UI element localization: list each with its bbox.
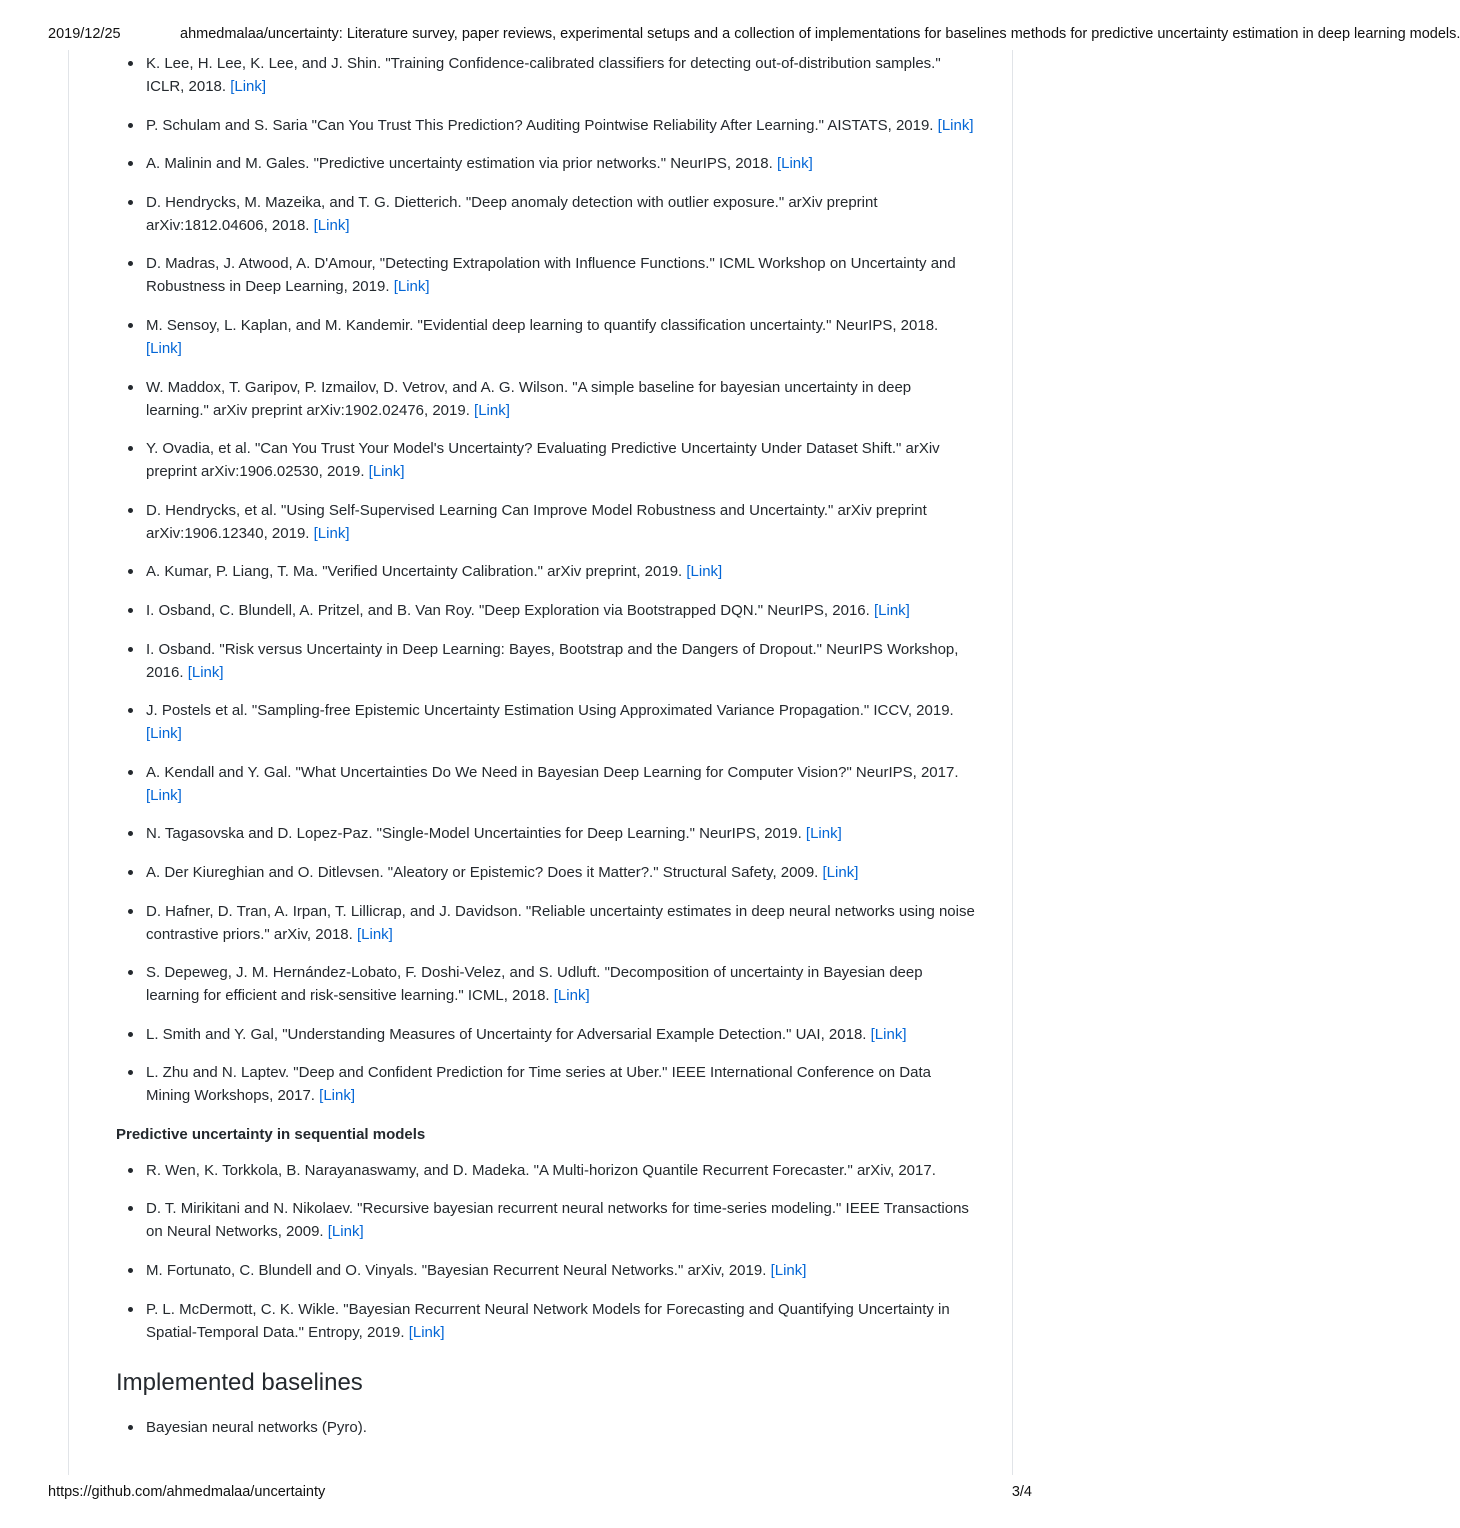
reference-link[interactable]: [Link] bbox=[313, 524, 350, 542]
reference-item bbox=[116, 314, 976, 360]
reference-text: I. Osband. "Risk versus Uncertainty in Deep Learning: Bayes, Bootstrap and the Dangers of Dropout." NeurIPS Workshop, 2016. bbox=[146, 640, 959, 681]
print-url: https://github.com/ahmedmalaa/uncertainty bbox=[48, 1484, 326, 1500]
reference-item bbox=[116, 152, 976, 175]
reference-text: N. Tagasovska and D. Lopez-Paz. "Single-Model Uncertainties for Deep Learning." NeurIPS, 2019. bbox=[146, 825, 802, 843]
reference-link[interactable]: [Link] bbox=[686, 563, 723, 581]
reference-item bbox=[116, 822, 976, 845]
print-header bbox=[48, 26, 1460, 46]
reference-item bbox=[116, 1159, 976, 1182]
page-number: 3/4 bbox=[1011, 1484, 1032, 1500]
reference-text: Y. Ovadia, et al. "Can You Trust Your Model's Uncertainty? Evaluating Predictive Uncertainty Under Dataset Shift." arXiv preprint arXiv:1906.02530, 2019. bbox=[146, 440, 940, 481]
reference-text: M. Fortunato, C. Blundell and O. Vinyals. "Bayesian Recurrent Neural Networks." arXiv, 2019. bbox=[146, 1262, 767, 1280]
reference-link[interactable]: [Link] bbox=[146, 786, 182, 804]
reference-text: W. Maddox, T. Garipov, P. Izmailov, D. Vetrov, and A. G. Wilson. "A simple baseline for bayesian uncertainty in deep learning." arXiv preprint arXiv:1902.02476, 2019. bbox=[146, 378, 912, 419]
baseline-list bbox=[116, 1416, 976, 1439]
reference-item bbox=[116, 191, 976, 237]
reference-item bbox=[116, 1197, 976, 1243]
reference-text: R. Wen, K. Torkkola, B. Narayanaswamy, and D. Madeka. "A Multi-horizon Quantile Recurrent Forecaster." arXiv, 2017. bbox=[146, 1161, 936, 1179]
reference-link[interactable]: [Link] bbox=[408, 1323, 445, 1341]
reference-item bbox=[116, 114, 976, 137]
reference-link[interactable]: [Link] bbox=[873, 601, 910, 619]
reference-link[interactable]: [Link] bbox=[356, 925, 393, 943]
reference-text: D. Hendrycks, et al. "Using Self-Supervised Learning Can Improve Model Robustness and Uncertainty." arXiv preprint arXiv:1906.12340, 2019. bbox=[146, 501, 927, 542]
reference-item bbox=[116, 376, 976, 422]
reference-item bbox=[116, 638, 976, 684]
reference-link[interactable]: [Link] bbox=[368, 463, 405, 481]
reference-link[interactable]: [Link] bbox=[319, 1087, 356, 1105]
reference-text: M. Sensoy, L. Kaplan, and M. Kandemir. "Evidential deep learning to quantify classification uncertainty." NeurIPS, 2018. bbox=[146, 316, 939, 334]
reference-list bbox=[116, 52, 976, 1107]
reference-text: L. Zhu and N. Laptev. "Deep and Confident Prediction for Time series at Uber." IEEE International Conference on Data Mining Workshops, 2017. bbox=[146, 1064, 931, 1105]
reference-item bbox=[116, 761, 976, 807]
page-frame-left-border bbox=[68, 50, 69, 1475]
reference-item bbox=[116, 861, 976, 884]
reference-item bbox=[116, 52, 976, 98]
reference-link[interactable]: [Link] bbox=[553, 987, 590, 1005]
reference-text: I. Osband, C. Blundell, A. Pritzel, and B. Van Roy. "Deep Exploration via Bootstrapped DQN." NeurIPS, 2016. bbox=[146, 601, 870, 619]
reference-text: D. T. Mirikitani and N. Nikolaev. "Recursive bayesian recurrent neural networks for time-series modeling." IEEE Transactions on Neural Networks, 2009. bbox=[146, 1200, 969, 1241]
reference-link[interactable]: [Link] bbox=[393, 278, 430, 296]
reference-item bbox=[116, 1061, 976, 1107]
reference-link[interactable]: [Link] bbox=[187, 663, 224, 681]
reference-item bbox=[116, 1023, 976, 1046]
reference-link[interactable]: [Link] bbox=[776, 155, 813, 173]
reference-text: A. Kendall and Y. Gal. "What Uncertainties Do We Need in Bayesian Deep Learning for Computer Vision?" NeurIPS, 2017. bbox=[146, 763, 959, 781]
reference-item bbox=[116, 900, 976, 946]
reference-text: P. L. McDermott, C. K. Wikle. "Bayesian Recurrent Neural Network Models for Forecasting and Quantifying Uncertainty in Spatial-Temporal Data." Entropy, 2019. bbox=[146, 1300, 950, 1341]
readme-content bbox=[116, 52, 976, 1454]
print-date: 2019/12/25 bbox=[48, 26, 121, 42]
reference-item bbox=[116, 1298, 976, 1344]
reference-text: J. Postels et al. "Sampling-free Epistemic Uncertainty Estimation Using Approximated Variance Propagation." ICCV, 2019. bbox=[146, 702, 954, 720]
reference-link[interactable]: [Link] bbox=[146, 725, 182, 743]
sequential-models-heading: Predictive uncertainty in sequential models bbox=[116, 1125, 426, 1143]
reference-link[interactable]: [Link] bbox=[146, 339, 182, 357]
reference-item bbox=[116, 437, 976, 483]
reference-text: D. Hafner, D. Tran, A. Irpan, T. Lillicrap, and J. Davidson. "Reliable uncertainty estimates in deep neural networks using noise contrastive priors." arXiv, 2018. bbox=[146, 902, 975, 943]
print-footer bbox=[48, 1484, 1032, 1504]
page-frame-right-border bbox=[1012, 50, 1013, 1475]
reference-text: K. Lee, H. Lee, K. Lee, and J. Shin. "Training Confidence-calibrated classifiers for detecting out-of-distribution samples." ICLR, 2018. bbox=[146, 55, 941, 95]
reference-link[interactable]: [Link] bbox=[230, 78, 267, 95]
reference-text: A. Kumar, P. Liang, T. Ma. "Verified Uncertainty Calibration." arXiv preprint, 2019. bbox=[146, 563, 683, 581]
print-title: ahmedmalaa/uncertainty: Literature survey, paper reviews, experimental setups and a collection of implementations for baselines methods for predictive uncertainty estimation in deep learning models. bbox=[180, 26, 1460, 42]
reference-text: P. Schulam and S. Saria "Can You Trust This Prediction? Auditing Pointwise Reliability After Learning." AISTATS, 2019. bbox=[146, 116, 934, 134]
reference-link[interactable]: [Link] bbox=[822, 863, 859, 881]
reference-text: A. Der Kiureghian and O. Ditlevsen. "Aleatory or Epistemic? Does it Matter?." Structural Safety, 2009. bbox=[146, 863, 819, 881]
reference-link[interactable]: [Link] bbox=[327, 1223, 364, 1241]
reference-item bbox=[116, 252, 976, 298]
reference-item bbox=[116, 699, 976, 745]
reference-link[interactable]: [Link] bbox=[805, 825, 842, 843]
reference-text: Bayesian neural networks (Pyro). bbox=[146, 1418, 367, 1436]
baseline-item bbox=[116, 1416, 976, 1439]
reference-link[interactable]: [Link] bbox=[474, 401, 510, 419]
implemented-baselines-heading: Implemented baselines bbox=[116, 1368, 363, 1396]
reference-item bbox=[116, 560, 976, 583]
reference-text: D. Madras, J. Atwood, A. D'Amour, "Detecting Extrapolation with Influence Functions." ICML Workshop on Uncertainty and Robustness in Deep Learning, 2019. bbox=[146, 255, 956, 296]
reference-link[interactable]: [Link] bbox=[870, 1025, 907, 1043]
reference-link[interactable]: [Link] bbox=[937, 116, 974, 134]
reference-text: A. Malinin and M. Gales. "Predictive uncertainty estimation via prior networks." NeurIPS, 2018. bbox=[146, 155, 773, 173]
reference-link[interactable]: [Link] bbox=[770, 1262, 807, 1280]
reference-item bbox=[116, 599, 976, 622]
reference-item bbox=[116, 499, 976, 545]
reference-item bbox=[116, 1259, 976, 1282]
reference-item bbox=[116, 961, 976, 1007]
sequential-reference-list bbox=[116, 1159, 976, 1344]
reference-link[interactable]: [Link] bbox=[313, 216, 350, 234]
reference-text: D. Hendrycks, M. Mazeika, and T. G. Dietterich. "Deep anomaly detection with outlier exposure." arXiv preprint arXiv:1812.04606, 2018. bbox=[146, 193, 878, 234]
reference-text: L. Smith and Y. Gal, "Understanding Measures of Uncertainty for Adversarial Example Detection." UAI, 2018. bbox=[146, 1025, 867, 1043]
reference-text: S. Depeweg, J. M. Hernández-Lobato, F. Doshi-Velez, and S. Udluft. "Decomposition of uncertainty in Bayesian deep learning for efficient and risk-sensitive learning." ICML, 2018. bbox=[146, 964, 923, 1005]
